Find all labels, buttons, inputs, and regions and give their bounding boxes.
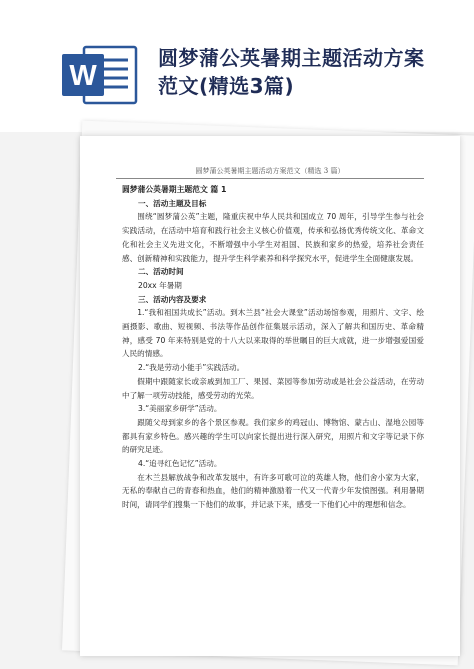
activity-2-title: 2.“我是劳动小能手”实践活动。 bbox=[138, 363, 245, 373]
title-line-2: 范文(精选3篇) bbox=[158, 74, 295, 98]
header-divider bbox=[116, 178, 424, 179]
activity-3-paragraph: 跟随父母到家乡的各个景区参观。我们家乡的鸡冠山、博物馆、蒙古山、湿地公园等都具有家乡特色。感兴趣的学生可以向家长提出进行深入研究，用照片和文字等记录下你的研究足迹。 bbox=[122, 417, 424, 455]
document-title: 圆梦蒲公英暑期主题范文 篇 1 bbox=[122, 185, 227, 194]
section-heading-time: 二、活动时间 bbox=[138, 267, 184, 277]
running-header: 圆梦蒲公英暑期主题活动方案范文（精选 3 篇） bbox=[195, 167, 345, 175]
document-body bbox=[122, 183, 424, 512]
word-document-icon bbox=[62, 44, 140, 106]
document-page bbox=[80, 136, 460, 656]
word-logo-letter: W bbox=[69, 60, 97, 92]
goals-paragraph: 围绕“圆梦蒲公英”主题，隆重庆祝中华人民共和国成立 70 周年，引导学生参与社会实践活动，在活动中培育和践行社会主义核心价值观，传承和弘扬优秀传统文化、革命文化和社会主义先进文化，不断增强中小学生对祖国、民族和家乡的热爱，培养社会责任感、创新精神和实践能力，提升学生科学素养和科学探究水平，促进学生全面健康发展。 bbox=[122, 212, 424, 263]
activity-2-paragraph: 假期中跟随家长或亲戚到加工厂、果园、菜园等参加劳动或是社会公益活动，在劳动中了解一项劳动技能，感受劳动的光荣。 bbox=[122, 376, 424, 400]
title-line-1: 圆梦蒲公英暑期主题活动方案 bbox=[158, 46, 425, 70]
page-title bbox=[158, 44, 458, 100]
activity-3-title: 3.“美丽家乡研学”活动。 bbox=[138, 404, 222, 414]
time-text: 20xx 年暑期 bbox=[138, 280, 182, 290]
activity-4-paragraph: 在木兰县解放战争和改革发展中，有许多可歌可泣的英雄人物，他们舍小家为大家，无私的奉献自己的青春和热血，他们的精神激励着一代又一代青少年发愤图强。利用暑期时间，请同学们搜集一下他们的故事，并记录下来，感受一下他们心中的理想和信念。 bbox=[122, 472, 424, 510]
activity-4-title: 4.“追寻红色记忆”活动。 bbox=[138, 459, 222, 469]
activity-1-paragraph: 1.“我和祖国共成长”活动。到木兰县“社会大课堂”活动场馆参观，用照片、文字、绘画摄影、歌曲、短视频、书法等作品创作征集展示活动，深入了解共和国历史、革命精神，感受 70 年来特别是党的十八大以来取得的举世瞩目的巨大成就，进一步增强爱国爱人民的情感。 bbox=[122, 308, 424, 359]
section-heading-goals: 一、活动主题及目标 bbox=[138, 198, 207, 208]
section-heading-content: 三、活动内容及要求 bbox=[138, 294, 207, 304]
